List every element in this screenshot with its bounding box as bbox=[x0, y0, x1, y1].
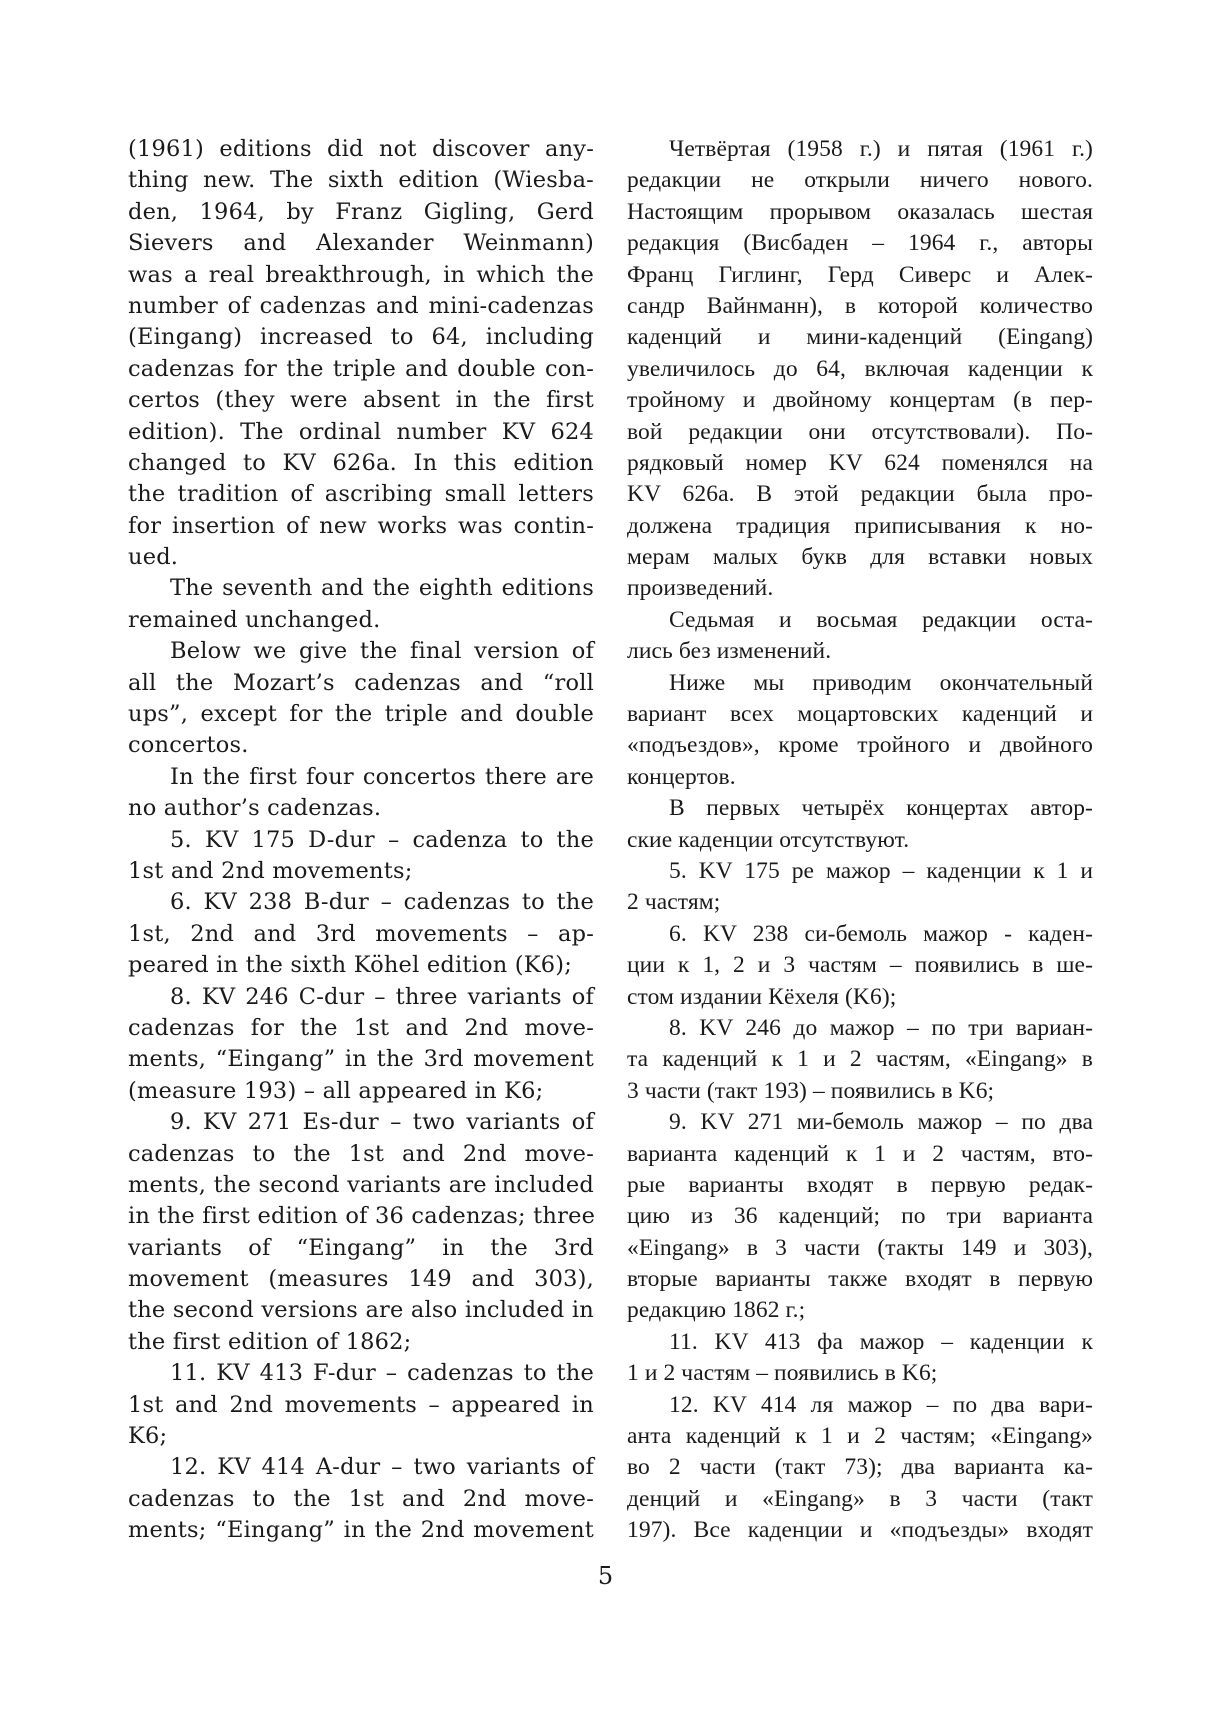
english-text-line: 1st and 2nd movements; bbox=[128, 857, 413, 884]
english-text-line: no author’s cadenzas. bbox=[128, 795, 382, 822]
russian-text-line: рядковый номер KV 624 поменялся на bbox=[627, 449, 1093, 476]
english-text-line: the second versions are also included in bbox=[128, 1297, 594, 1324]
english-text-line: 1st and 2nd movements – appeared in bbox=[128, 1391, 594, 1418]
english-text-line: 8. KV 246 C-dur – three variants of bbox=[170, 983, 594, 1010]
russian-text-line: тройному и двойному концертам (в пер- bbox=[627, 387, 1093, 414]
russian-text-line: Четвёртая (1958 г.) и пятая (1961 г.) bbox=[669, 136, 1093, 162]
english-column bbox=[128, 134, 594, 1547]
russian-text-line: вторые варианты также входят в первую bbox=[627, 1266, 1093, 1293]
english-text-line: movement (measures 149 and 303), bbox=[128, 1266, 594, 1293]
english-text-line: in the first edition of 36 cadenzas; three bbox=[128, 1203, 596, 1230]
english-text-line: variants of “Eingang” in the 3rd bbox=[128, 1234, 594, 1261]
russian-text-line: KV 626a. В этой редакции была про- bbox=[627, 481, 1093, 508]
russian-text-line: В первых четырёх концертах автор- bbox=[669, 795, 1093, 822]
russian-text-line: лись без изменений. bbox=[627, 638, 832, 665]
english-text-line: changed to KV 626a. In this edition bbox=[128, 449, 594, 476]
russian-text-line: анта каденций к 1 и 2 частям; «Eingang» bbox=[627, 1423, 1093, 1450]
russian-column bbox=[627, 134, 1093, 1547]
english-text-line: was a real breakthrough, in which the bbox=[128, 261, 594, 288]
english-text-line: ments; “Eingang” in the 2nd movement bbox=[128, 1517, 594, 1544]
english-text-line: edition). The ordinal number KV 624 bbox=[128, 418, 594, 445]
russian-text-line: мерам малых букв для вставки новых bbox=[627, 544, 1093, 571]
russian-text-line: 3 части (такт 193) – появились в K6; bbox=[627, 1077, 995, 1104]
english-text-line: 11. KV 413 F-dur – cadenzas to the bbox=[170, 1360, 594, 1387]
russian-text-line: ции к 1, 2 и 3 частям – появились в ше- bbox=[627, 952, 1093, 979]
english-text-line: peared in the sixth Köhel edition (K6); bbox=[128, 952, 573, 979]
russian-text-line: увеличилось до 64, включая каденции к bbox=[627, 355, 1093, 382]
russian-text-line: вариант всех моцартовских каденций и bbox=[627, 701, 1093, 728]
russian-text-line: редакции не открыли ничего нового. bbox=[627, 167, 1093, 194]
english-text-line: den, 1964, by Franz Gigling, Gerd bbox=[128, 198, 594, 225]
english-text-line: cadenzas for the triple and double con- bbox=[128, 355, 594, 382]
russian-text-line: сандр Вайнманн), в которой количество bbox=[627, 292, 1093, 319]
english-text-line: (1961) editions did not discover any- bbox=[128, 136, 594, 162]
english-text-line: ued. bbox=[128, 544, 179, 571]
russian-text-line: «Eingang» в 3 части (такты 149 и 303), bbox=[627, 1234, 1093, 1261]
russian-text-line: 9. KV 271 ми-бемоль мажор – по два bbox=[669, 1109, 1093, 1136]
english-text-line: ments, “Eingang” in the 3rd movement bbox=[128, 1046, 594, 1073]
russian-text-line: 11. KV 413 фа мажор – каденции к bbox=[669, 1328, 1093, 1355]
page-number: 5 bbox=[597, 1562, 614, 1590]
russian-text-line: Ниже мы приводим окончательный bbox=[669, 669, 1093, 696]
english-text-line: K6; bbox=[128, 1423, 168, 1450]
english-text-line: ments, the second variants are included bbox=[128, 1171, 594, 1198]
russian-text-line: Седьмая и восьмая редакции оста- bbox=[669, 606, 1093, 633]
english-text-line: 1st, 2nd and 3rd movements – ap- bbox=[128, 920, 594, 947]
russian-text-line: цию из 36 каденций; по три варианта bbox=[627, 1203, 1093, 1230]
english-text-line: 5. KV 175 D-dur – cadenza to the bbox=[170, 826, 594, 853]
russian-text-line: 2 частям; bbox=[627, 889, 721, 916]
russian-text-line: 6. KV 238 си-бемоль мажор - каден- bbox=[669, 920, 1093, 947]
russian-text-line: должена традиция приписывания к но- bbox=[627, 512, 1093, 539]
russian-text-line: 8. KV 246 до мажор – по три вариан- bbox=[669, 1014, 1093, 1041]
russian-text-line: редакцию 1862 г.; bbox=[627, 1297, 806, 1324]
english-text-line: number of cadenzas and mini-cadenzas bbox=[128, 292, 594, 319]
english-text-line: certos (they were absent in the first bbox=[128, 387, 594, 414]
russian-text-line: та каденций к 1 и 2 частям, «Eingang» в bbox=[627, 1046, 1093, 1073]
russian-text-line: произведений. bbox=[627, 575, 774, 602]
russian-text-line: 197). Все каденции и «подъезды» входят bbox=[627, 1517, 1093, 1544]
russian-text-line: рые варианты входят в первую редак- bbox=[627, 1171, 1093, 1198]
english-text-line: The seventh and the eighth editions bbox=[170, 575, 594, 602]
english-text-line: the tradition of ascribing small letters bbox=[128, 481, 594, 508]
russian-text-line: стом издании Кёхеля (K6); bbox=[627, 983, 897, 1010]
english-text-line: 12. KV 414 A-dur – two variants of bbox=[170, 1454, 594, 1481]
russian-text-line: 5. KV 175 ре мажор – каденции к 1 и bbox=[669, 857, 1093, 884]
russian-text-line: Настоящим прорывом оказалась шестая bbox=[627, 198, 1093, 225]
russian-text-line: Франц Гиглинг, Герд Сиверс и Алек- bbox=[627, 261, 1093, 288]
english-text-line: cadenzas for the 1st and 2nd move- bbox=[128, 1014, 594, 1041]
english-text-line: Sievers and Alexander Weinmann) bbox=[128, 230, 594, 257]
english-text-line: the first edition of 1862; bbox=[128, 1328, 412, 1355]
english-text-line: thing new. The sixth edition (Wiesba- bbox=[128, 167, 594, 194]
russian-text-line: вой редакции они отсутствовали). По- bbox=[627, 418, 1093, 445]
english-text-line: concertos. bbox=[128, 732, 249, 759]
russian-text-line: каденций и мини-каденций (Eingang) bbox=[627, 324, 1093, 351]
english-text-line: for insertion of new works was contin- bbox=[128, 512, 594, 539]
english-text-line: ups”, except for the triple and double bbox=[128, 701, 594, 728]
english-text-line: all the Mozart’s cadenzas and “roll bbox=[128, 669, 594, 696]
english-text-line: remained unchanged. bbox=[128, 606, 381, 633]
english-text-line: (Eingang) increased to 64, including bbox=[128, 324, 594, 351]
english-text-line: 9. KV 271 Es-dur – two variants of bbox=[170, 1109, 594, 1136]
english-text-line: 6. KV 238 B-dur – cadenzas to the bbox=[170, 889, 594, 916]
russian-text-line: во 2 части (такт 73); два варианта ка- bbox=[627, 1454, 1093, 1481]
russian-text-line: денций и «Eingang» в 3 части (такт bbox=[627, 1485, 1093, 1512]
russian-text-line: 12. KV 414 ля мажор – по два вари- bbox=[669, 1391, 1093, 1418]
english-text-line: (measure 193) – all appeared in K6; bbox=[128, 1077, 544, 1104]
russian-text-line: концертов. bbox=[627, 763, 736, 790]
english-text-line: Below we give the final version of bbox=[170, 638, 594, 665]
russian-text-line: редакция (Висбаден – 1964 г., авторы bbox=[627, 230, 1093, 257]
russian-text-line: 1 и 2 частям – появились в K6; bbox=[627, 1360, 938, 1387]
russian-text-line: ские каденции отсутствуют. bbox=[627, 826, 910, 853]
english-text-line: In the first four concertos there are bbox=[170, 763, 594, 790]
english-text-line: cadenzas to the 1st and 2nd move- bbox=[128, 1140, 594, 1167]
russian-text-line: «подъездов», кроме тройного и двойного bbox=[627, 732, 1093, 759]
russian-text-line: варианта каденций к 1 и 2 частям, вто- bbox=[627, 1140, 1093, 1167]
english-text-line: cadenzas to the 1st and 2nd move- bbox=[128, 1485, 594, 1512]
